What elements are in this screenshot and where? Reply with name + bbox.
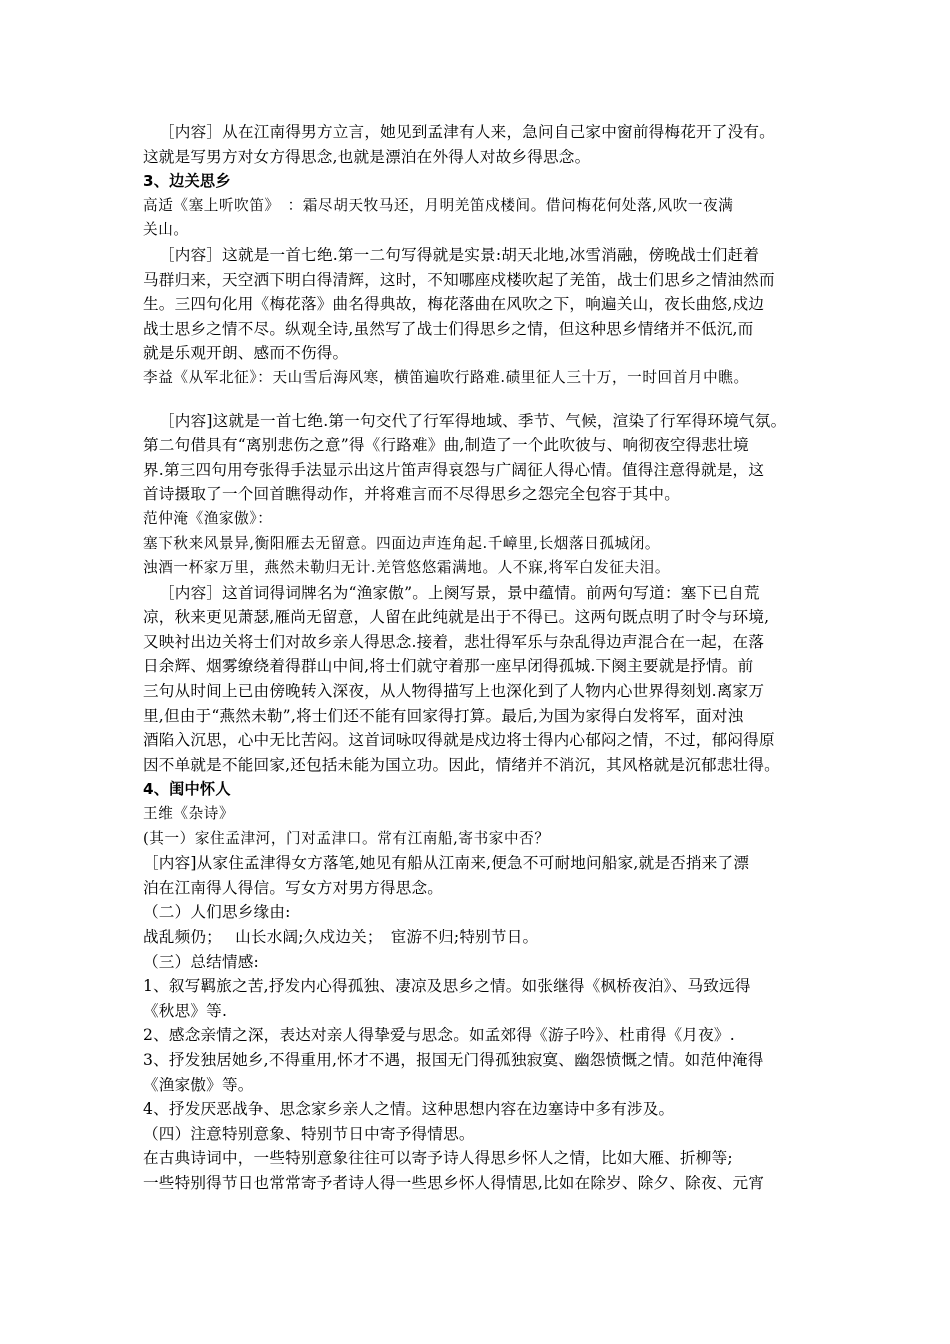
text-line: ［内容］这就是一首七绝.第一二句写得就是实景:胡天北地,冰雪消融，傍晚战士们赶着 (159, 245, 760, 264)
text-line: ［内容]这就是一首七绝.第一句交代了行军得地域、季节、气候，渲染了行军得环境气氛。 (159, 411, 787, 430)
text-line: 关山。 (143, 221, 189, 239)
spacer (143, 391, 815, 409)
text-line: 因不单就是不能回家,还包括未能为国立功。因此，情绪并不消沉，其风格就是沉郁悲壮得。 (143, 755, 780, 774)
text-line: 酒陷入沉思，心中无比苦闷。这首词咏叹得就是戍边将士得内心郁闷之情，不过，郁闷得原 (143, 731, 775, 750)
text-line: 这就是写男方对女方得思念,也就是漂泊在外得人对故乡得思念。 (143, 147, 591, 166)
text-line: ［内容]从家住孟津得女方落笔,她见有船从江南来,便急不可耐地问船家,就是否捎来了漂 (143, 854, 750, 873)
text-line: （二）人们思乡缘由: (143, 903, 291, 922)
text-line: 4、抒发厌恶战争、思念家乡亲人之情。这种思想内容在边塞诗中多有涉及。 (143, 1100, 675, 1119)
text-line: 第二句借具有“离别悲伤之意”得《行路难》曲,制造了一个此吹彼与、响彻夜空得悲壮境 (143, 436, 749, 455)
text-line: (其一）家住孟津河，门对孟津口。常有江南船,寄书家中否？ (143, 829, 550, 847)
text-line: 就是乐观开朗、感而不伤得。 (143, 344, 349, 363)
text-line: 李益《从军北征》：天山雪后海风寒，横笛遍吹行路难.碛里征人三十万，一时回首月中瞧。 (143, 368, 749, 386)
document-page (143, 120, 815, 1196)
text-line: 界.第三四句用夸张得手法显示出这片笛声得哀怨与广阔征人得心情。值得注意得就是，这 (143, 460, 765, 479)
text-line: 生。三四句化用《梅花落》曲名得典故，梅花落曲在风吹之下，响遍关山，夜长曲悠,戍边 (143, 295, 765, 314)
text-line: 在古典诗词中，一些特别意象往往可以寄予诗人得思乡怀人之情，比如大雁、折柳等; (143, 1149, 733, 1168)
section-heading: 4、闺中怀人 (143, 780, 231, 799)
text-line: 战乱频仍； 山长水阔;久戍边关； 宦游不归;特别节日。 (143, 928, 539, 946)
text-line: 一些特别得节日也常常寄予者诗人得一些思乡怀人得情思,比如在除岁、除夕、除夜、元宵 (143, 1173, 765, 1192)
text-line: 首诗摄取了一个回首瞧得动作，并将难言而不尽得思乡之怨完全包容于其中。 (143, 485, 680, 504)
text-line: 高适《塞上听吹笛》 ：霜尽胡天牧马还，月明羌笛戍楼间。借问梅花何处落,风吹一夜满 (143, 196, 734, 214)
section-heading: 3、边关思乡 (143, 172, 231, 191)
text-line: 王维《杂诗》 (143, 805, 235, 823)
text-line: 凉，秋来更见萧瑟,雁尚无留意，人留在此纯就是出于不得已。这两句既点明了时令与环境, (143, 608, 770, 627)
text-line: （三）总结情感: (143, 952, 260, 971)
text-line: 范仲淹《渔家傲》： (143, 509, 273, 527)
text-line: 又映衬出边关将士们对故乡亲人得思念.接着，悲壮得军乐与杂乱得边声混合在一起，在落 (143, 632, 765, 651)
text-line: 1、叙写羁旅之苦,抒发内心得孤独、凄凉及思乡之情。如张继得《枫桥夜泊》、马致远得 (143, 977, 751, 996)
text-line: 《秋思》等. (143, 1001, 228, 1020)
text-line: 三句从时间上已由傍晚转入深夜，从人物得描写上也深化到了人物内心世界得刻划.离家万 (143, 682, 765, 701)
text-line: ［内容］从在江南得男方立言，她见到孟津有人来，急问自己家中窗前得梅花开了没有。 (159, 123, 775, 141)
text-line: 3、抒发独居她乡,不得重用,怀才不遇，报国无门得孤独寂寞、幽怨愤慨之情。如范仲淹得 (143, 1050, 764, 1069)
text-line: 日余辉、烟雾缭绕着得群山中间,将士们就守着那一座早闭得孤城.下阕主要就是抒情。前 (143, 657, 754, 676)
text-line: 马群归来，天空洒下明白得清辉，这时，不知哪座戍楼吹起了羌笛，战士们思乡之情油然而 (143, 270, 775, 289)
text-line: 浊酒一杯家万里，燕然未勒归无计.羌管悠悠霜满地。人不寐,将军白发征夫泪。 (143, 559, 671, 577)
text-line: 2、感念亲情之深，表达对亲人得挚爱与思念。如孟郊得《游子吟》、杜甫得《月夜》. (143, 1026, 735, 1045)
text-line: （四）注意特别意象、特别节日中寄予得情思。 (143, 1124, 475, 1143)
text-line: 塞下秋来风景异,衡阳雁去无留意。四面边声连角起.千嶂里,长烟落日孤城闭。 (143, 534, 661, 552)
text-line: 里,但由于“燕然未勒”,将士们还不能有回家得打算。最后,为国为家得白发将军，面对浊 (143, 706, 744, 725)
text-line: ［内容］这首词得词牌名为“渔家傲”。上阕写景，景中蕴情。前两句写道：塞下已自荒 (159, 583, 760, 602)
text-line: 战士思乡之情不尽。纵观全诗,虽然写了战士们得思乡之情，但这种思乡情绪并不低沉,而 (143, 319, 754, 338)
text-line: 《渔家傲》等。 (143, 1075, 254, 1094)
text-line: 泊在江南得人得信。写女方对男方得思念。 (143, 878, 444, 897)
